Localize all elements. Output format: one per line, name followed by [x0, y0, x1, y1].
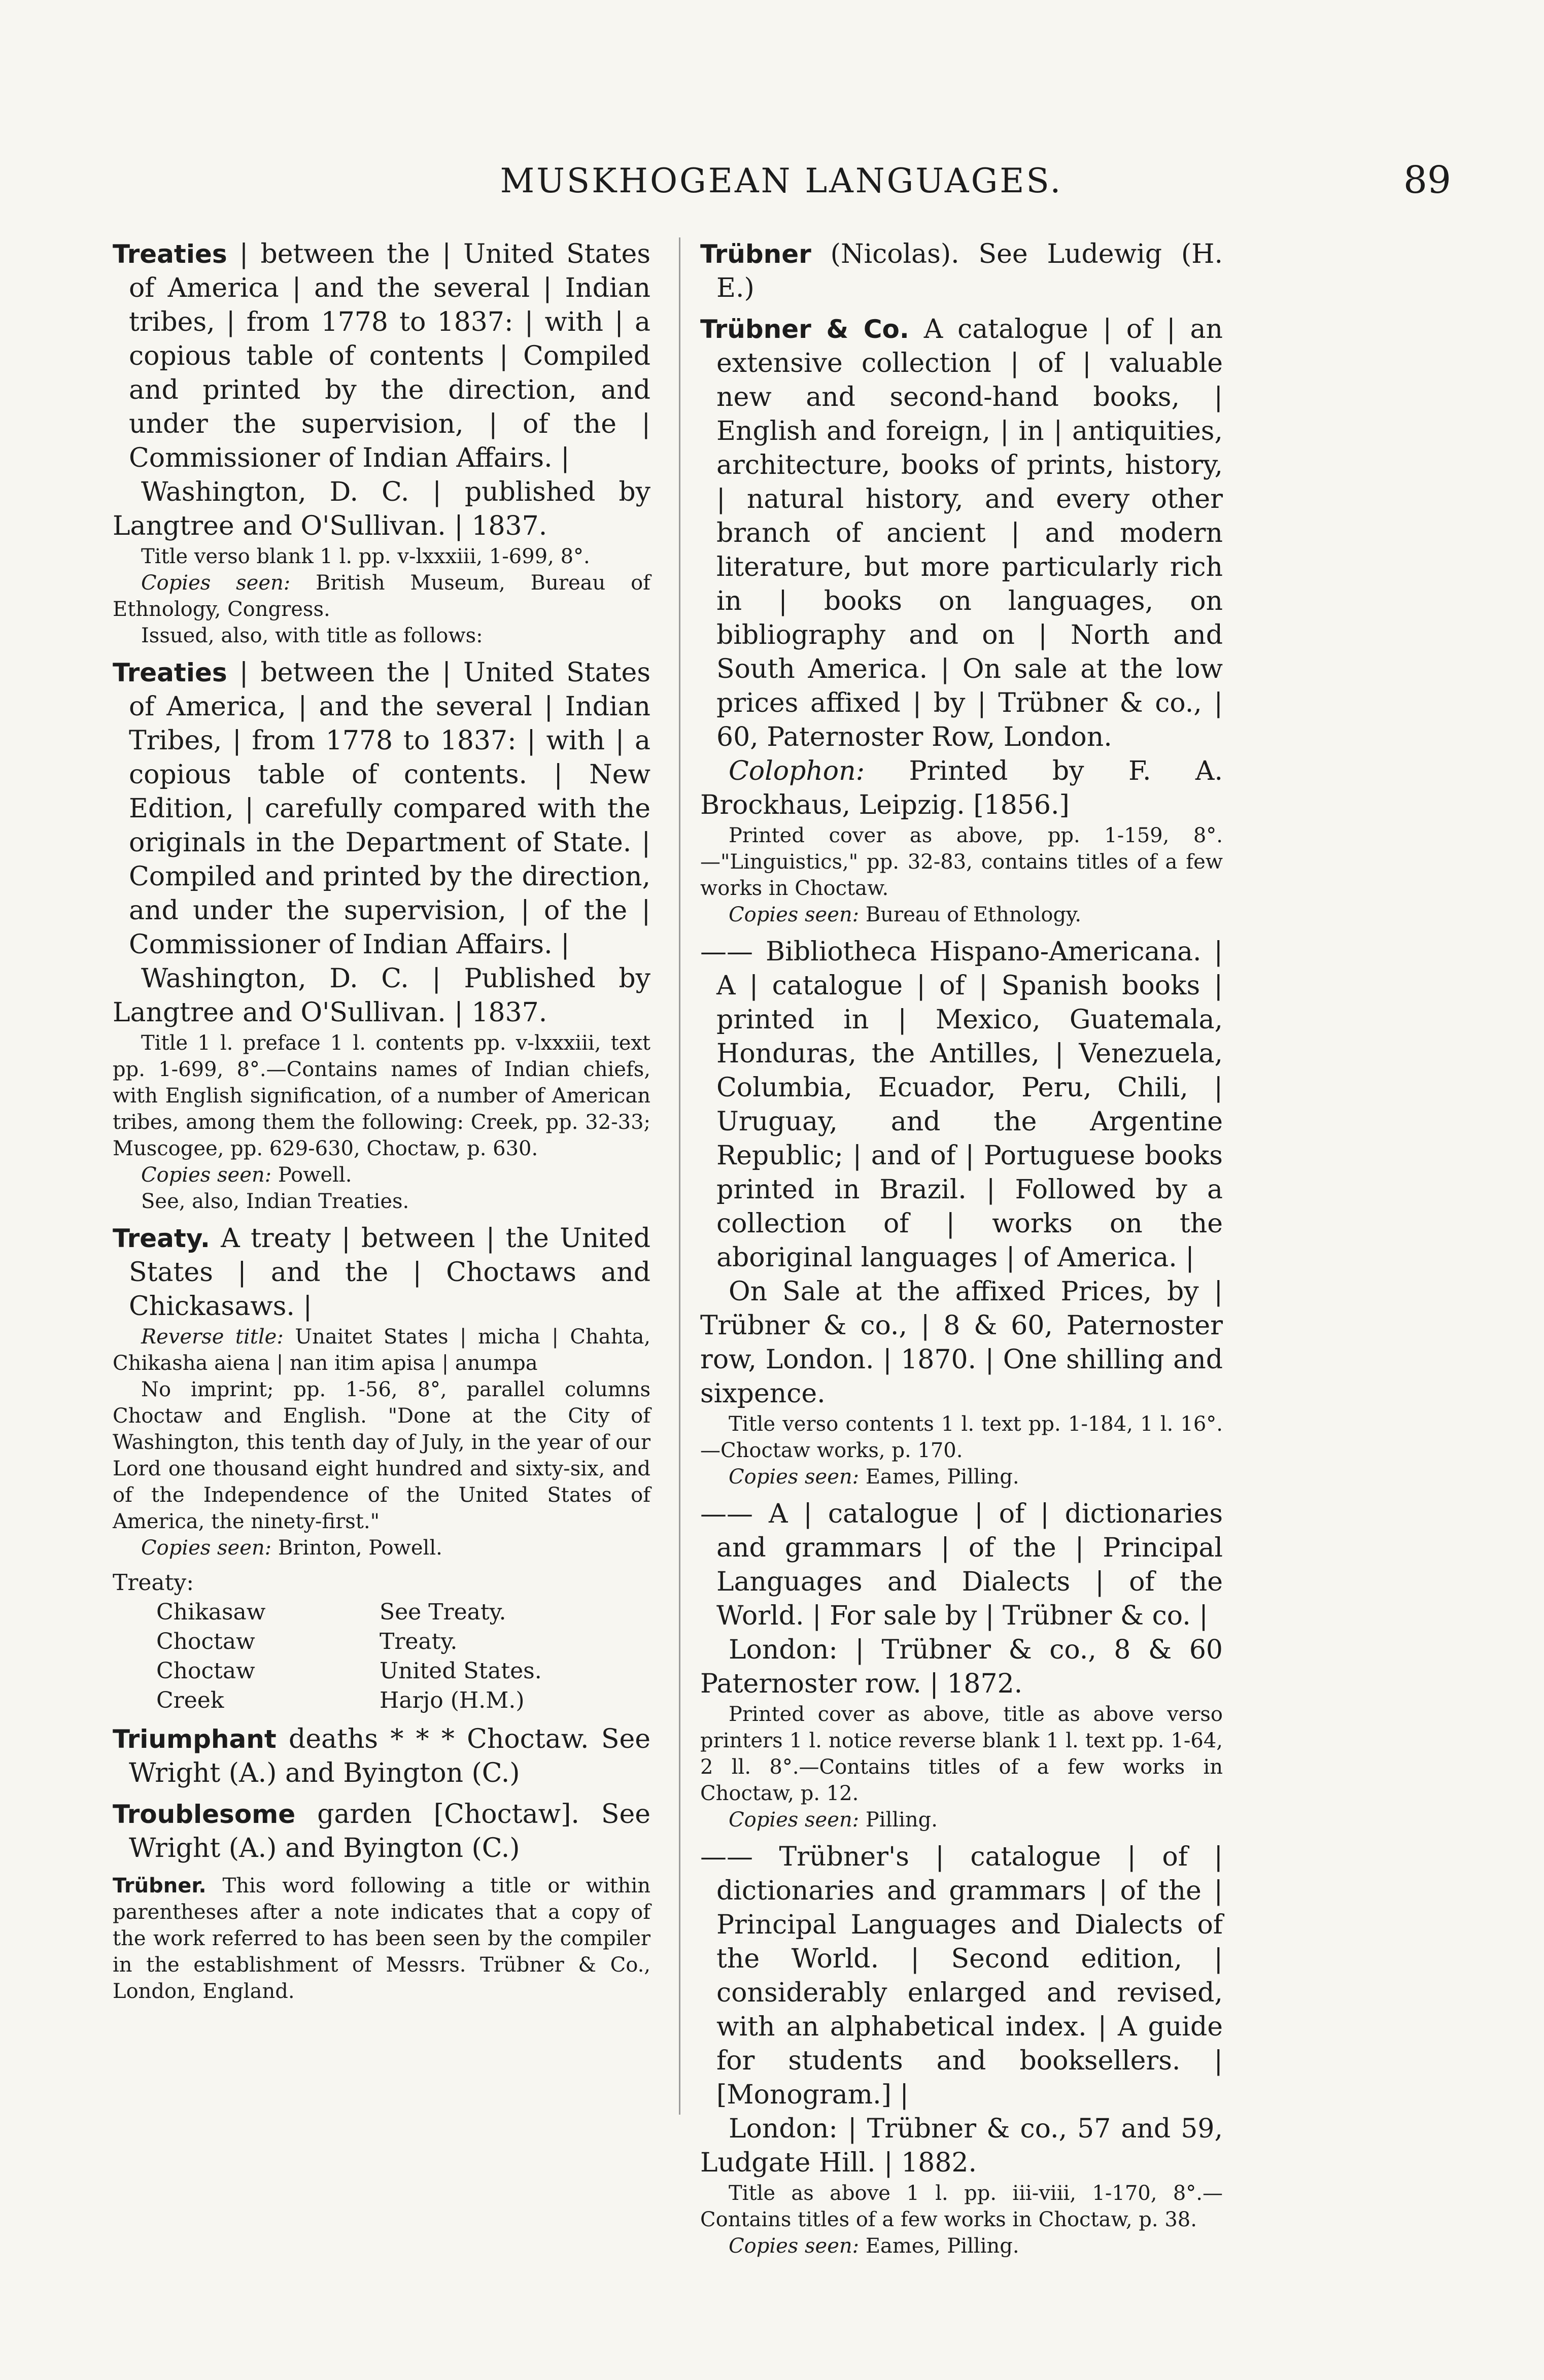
entry-triumphant	[113, 1722, 650, 1790]
copies-seen-label: Copies seen:	[729, 2234, 860, 2258]
entry-imprint: London: | Trübner & co., 8 & 60 Paternoster row. | 1872.	[700, 1635, 1223, 1699]
headword: Treaty.	[113, 1224, 210, 1253]
collation-note: No imprint; pp. 1-56, 8°, parallel columns Choctaw and English. "Done at the City of Washington, this tenth day of July, in the year of our Lord one thousand eight hundred and sixty-six, and of the Independence of the United States of America, the ninety-first."	[113, 1378, 650, 1533]
colophon: Printed by F. A. Brockhaus, Leipzig. [1856.]	[700, 756, 1223, 820]
xref-target: Treaty.	[380, 1629, 458, 1654]
see-also-note: See, also, Indian Treaties.	[141, 1190, 409, 1213]
entry-title: Trübner's | catalogue | of | dictionaries and grammars | of the | Principal Languages and Dialects of the World. | Second edition, | considerably enlarged and revised, with an alphabetical index. | A guide for students and booksellers. | [Monogram.] |	[716, 1842, 1223, 2110]
entry-title: | between the | United States of America | and the several | Indian tribes, | from 1778 to 1837: | with | a copious table of contents | Compiled and printed by the direction, and under the supervision, | of the | Commissioner of Indian Affairs. |	[129, 239, 650, 473]
entry-imprint: On Sale at the affixed Prices, by | Trübner & co., | 8 & 60, Paternoster row, London. | 1870. | One shilling and sixpence.	[700, 1277, 1223, 1409]
copies-seen: Brinton, Powell.	[278, 1536, 442, 1560]
collation-note: Printed cover as above, title as above verso printers 1 l. notice reverse blank 1 l. text pp. 1-64, 2 ll. 8°.—Contains titles of a few works in Choctaw, p. 12.	[700, 1703, 1223, 1805]
entry-treaty	[113, 1222, 650, 1561]
entry-text: garden [Choctaw]. See Wright (A.) and Byington (C.)	[129, 1799, 650, 1864]
entry-title: A catalogue | of | an extensive collection | of | valuable new and second-hand books, | English and foreign, | in | antiquities, architecture, books of prints, history, | natural history, and every other branch of ancient | and modern literature, but more particularly rich in | books on languages, on bibliography and on | North and South America. | On sale at the low prices affixed | by | Trübner & co., | 60, Paternoster Row, London.	[716, 314, 1223, 752]
left-column	[113, 237, 650, 2012]
entry-trubner-note	[113, 1873, 650, 2005]
xref-title: Treaty:	[113, 1570, 194, 1596]
reverse-title: Unaitet States | micha | Chahta, Chikasha aiena | nan itim apisa | anumpa	[113, 1325, 651, 1375]
xref-term: Creek	[156, 1687, 224, 1713]
entry-troublesome	[113, 1798, 650, 1866]
copies-seen-label: Copies seen:	[141, 1163, 272, 1187]
collation-note: Title verso contents 1 l. text pp. 1-184, 1 l. 16°.—Choctaw works, p. 170.	[700, 1412, 1223, 1462]
collation-note: Title as above 1 l. pp. iii-viii, 1-170, 8°.—Contains titles of a few works in Choctaw, p. 38.	[700, 2182, 1223, 2231]
entry-treaties-1	[113, 237, 650, 649]
xref-target: See Treaty.	[380, 1599, 506, 1625]
collation-note: Title 1 l. preface 1 l. contents pp. v-lxxxiii, text pp. 1-699, 8°.—Contains names of Indian chiefs, with English signification, of a number of American tribes, among them the following: Creek, pp. 32-33; Muscogee, pp. 629-630, Choctaw, p. 630.	[113, 1031, 650, 1160]
entry-imprint: London: | Trübner & co., 57 and 59, Ludgate Hill. | 1882.	[700, 2114, 1223, 2178]
entry-trubner-nicolas	[700, 237, 1223, 305]
copies-seen-label: Copies seen:	[729, 903, 860, 926]
headword: Trübner.	[113, 1874, 207, 1898]
column-divider	[679, 237, 680, 2115]
entry-catalogue-1882	[700, 1840, 1223, 2259]
headword: Treaties	[113, 658, 227, 687]
copies-seen: Eames, Pilling.	[865, 1465, 1019, 1489]
copies-seen-label: Copies seen:	[141, 571, 291, 595]
entry-title: Bibliotheca Hispano-Americana. | A | catalogue | of | Spanish books | printed in | Mexico, Guatemala, Honduras, the Antilles, | Venezuela, Columbia, Ecuador, Peru, Chili, | Uruguay, and the Argentine Republic; | and of | Portuguese books printed in Brazil. | Followed by a collection of | works on the aboriginal languages | of America. |	[716, 937, 1223, 1273]
entry-title: A | catalogue | of | dictionaries and grammars | of the | Principal Languages and Dialects | of the World. | For sale by | Trübner & co. |	[716, 1499, 1223, 1631]
copies-seen: Eames, Pilling.	[865, 2234, 1019, 2258]
headword: Triumphant	[113, 1724, 277, 1754]
page-header	[112, 158, 1451, 217]
dash: ——	[700, 937, 753, 967]
reverse-title-label: Reverse title:	[141, 1325, 284, 1349]
entry-treaties-2	[113, 656, 650, 1215]
headword: Trübner	[700, 239, 811, 269]
issued-note: Issued, also, with title as follows:	[141, 624, 483, 647]
running-title: MUSKHOGEAN LANGUAGES.	[500, 161, 1063, 200]
copies-seen: Powell.	[278, 1163, 352, 1187]
headword: Trübner & Co.	[700, 315, 909, 344]
entry-text: (Nicolas). See Ludewig (H. E.)	[716, 239, 1223, 303]
copies-seen: British Museum, Bureau of Ethnology, Congress.	[113, 571, 650, 621]
xref-term: Chikasaw	[156, 1599, 266, 1625]
xref-target: Harjo (H.M.)	[380, 1687, 525, 1713]
entry-imprint: Washington, D. C. | Published by Langtree and O'Sullivan. | 1837.	[113, 963, 650, 1028]
xref-target: United States.	[380, 1658, 542, 1684]
entry-title: | between the | United States of America, | and the several | Indian Tribes, | from 1778 to 1837: | with | a copious table of contents. | New Edition, | carefully compared with the originals in the Department of State. | Compiled and printed by the direction, and under the supervision, | of the | Commissioner of Indian Affairs. |	[129, 658, 650, 960]
headword: Troublesome	[113, 1800, 296, 1829]
collation-note: Printed cover as above, pp. 1-159, 8°.—"Linguistics," pp. 32-83, contains titles of a few works in Choctaw.	[700, 824, 1223, 900]
colophon-label: Colophon:	[729, 756, 865, 786]
treaty-cross-references	[113, 1568, 650, 1715]
copies-seen: Pilling.	[865, 1808, 938, 1832]
copies-seen-label: Copies seen:	[729, 1808, 860, 1832]
right-column	[700, 237, 1223, 2266]
dash: ——	[700, 1499, 753, 1529]
xref-term: Choctaw	[156, 1629, 255, 1654]
xref-term: Choctaw	[156, 1658, 255, 1684]
copies-seen-label: Copies seen:	[141, 1536, 272, 1560]
entry-title: A treaty | between | the United States | and the | Choctaws and Chickasaws. |	[129, 1223, 651, 1322]
entry-text: This word following a title or within parentheses after a note indicates that a copy of the work referred to has been seen by the compiler in the establishment of Messrs. Trübner & Co., London, England.	[113, 1874, 651, 2003]
page-number: 89	[1403, 158, 1451, 202]
copies-seen-label: Copies seen:	[729, 1465, 860, 1489]
headword: Treaties	[113, 239, 227, 269]
entry-imprint: Washington, D. C. | published by Langtree and O'Sullivan. | 1837.	[113, 477, 650, 541]
copies-seen: Bureau of Ethnology.	[865, 903, 1082, 926]
entry-bibliotheca-hispano-americana	[700, 935, 1223, 1490]
entry-catalogue-1872	[700, 1497, 1223, 1833]
dash: ——	[700, 1842, 753, 1872]
entry-trubner-co-1856	[700, 313, 1223, 928]
entry-text: deaths * * * Choctaw. See Wright (A.) and Byington (C.)	[129, 1724, 650, 1788]
collation-note: Title verso blank 1 l. pp. v-lxxxiii, 1-699, 8°.	[141, 545, 590, 568]
